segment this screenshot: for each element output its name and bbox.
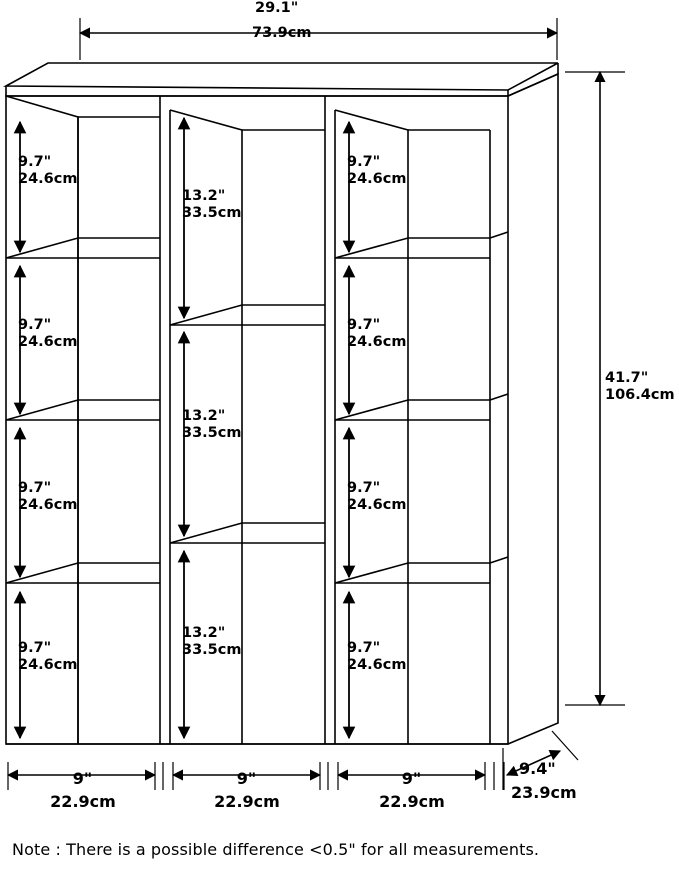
left-shelf-3-cm: 24.6cm — [18, 496, 78, 513]
right-shelf-2-inch: 9.7" — [347, 317, 381, 333]
middle-shelf-1-inch: 13.2" — [182, 188, 226, 204]
right-shelf-4-cm: 24.6cm — [347, 656, 407, 673]
left-shelf-1-cm: 24.6cm — [18, 170, 78, 187]
overall-width-inch: 29.1" — [255, 0, 299, 16]
right-shelf-1-cm: 24.6cm — [347, 170, 407, 187]
left-shelf-4-label — [18, 640, 77, 673]
cabinet-outline — [6, 63, 558, 744]
overall-height — [605, 370, 675, 403]
bottom-width-2-inch: 9" — [236, 769, 257, 788]
overall-height-inch: 41.7" — [605, 370, 649, 386]
middle-shelf-3-inch: 13.2" — [182, 625, 226, 641]
right-shelf-1-inch: 9.7" — [347, 154, 381, 170]
left-shelf-4-inch: 9.7" — [18, 640, 52, 656]
bottom-width-1-cm: 22.9cm — [50, 792, 116, 811]
right-shelf-4-inch: 9.7" — [347, 640, 381, 656]
right-shelf-2-cm: 24.6cm — [347, 333, 407, 350]
middle-shelf-1-cm: 33.5cm — [182, 204, 242, 221]
right-shelf-3-inch: 9.7" — [347, 480, 381, 496]
depth-inch: 9.4" — [519, 759, 556, 778]
middle-shelf-2-cm: 33.5cm — [182, 424, 242, 441]
bottom-width-2-cm: 22.9cm — [214, 792, 280, 811]
left-shelf-1-inch: 9.7" — [18, 154, 52, 170]
overall-width-cm: 73.9cm — [252, 25, 312, 41]
depth-cm: 23.9cm — [511, 783, 577, 802]
cabinet-internal-structure — [6, 96, 508, 744]
right-shelf-1-label — [347, 154, 406, 187]
left-shelf-3-inch: 9.7" — [18, 480, 52, 496]
right-shelf-4-label — [347, 640, 406, 673]
left-shelf-2-label — [18, 317, 77, 350]
middle-shelf-3-label — [182, 625, 241, 658]
middle-shelf-2-label — [182, 408, 241, 441]
middle-shelf-2-inch: 13.2" — [182, 408, 226, 424]
middle-shelf-3-cm: 33.5cm — [182, 641, 242, 658]
left-shelf-3-label — [18, 480, 77, 513]
left-shelf-1-label — [18, 154, 77, 187]
middle-shelf-1-label — [182, 188, 241, 221]
left-shelf-2-inch: 9.7" — [18, 317, 52, 333]
left-shelf-4-cm: 24.6cm — [18, 656, 78, 673]
overall-height-cm: 106.4cm — [605, 386, 675, 403]
dim-overall-width — [80, 18, 557, 60]
right-shelf-3-cm: 24.6cm — [347, 496, 407, 513]
measurement-note: Note : There is a possible difference <0.5" for all measurements. — [12, 840, 540, 859]
bottom-width-3-inch: 9" — [401, 769, 422, 788]
right-shelf-3-label — [347, 480, 406, 513]
right-shelf-2-label — [347, 317, 406, 350]
left-shelf-2-cm: 24.6cm — [18, 333, 78, 350]
bottom-width-1-inch: 9" — [72, 769, 93, 788]
bottom-width-3-cm: 22.9cm — [379, 792, 445, 811]
